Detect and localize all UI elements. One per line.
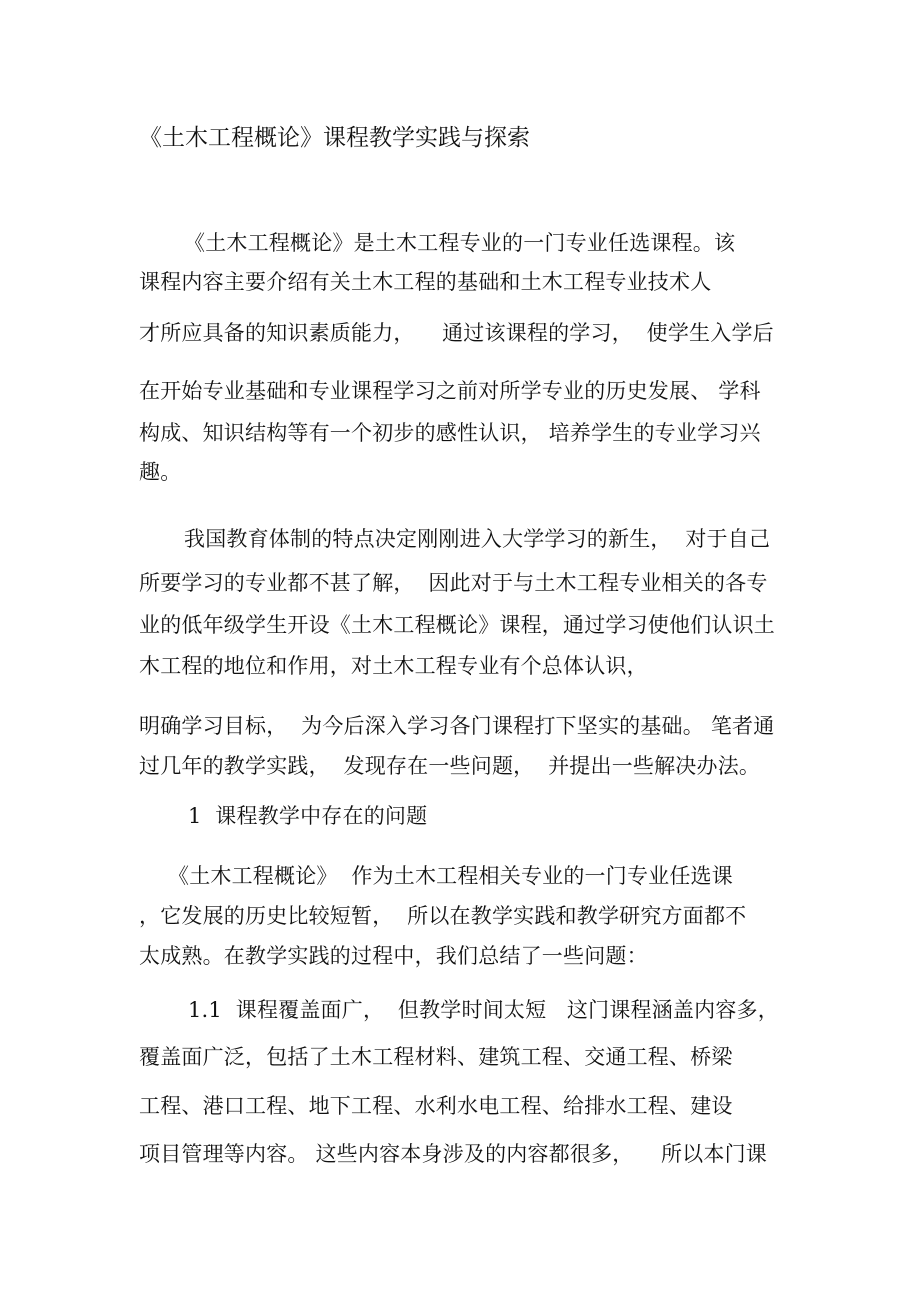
text-line: 在开始专业基础和专业课程学习之前对所学专业的历史发展、 学科 <box>139 379 761 403</box>
text-line: 《土木工程概论》是土木工程专业的一门专业任选课程。该 <box>184 231 736 255</box>
text-line: 木工程的地位和作用，对土木工程专业有个总体认识， <box>139 654 648 678</box>
text-line: 太成熟。在教学实践的过程中，我们总结了一些问题： <box>139 944 648 968</box>
text-line: 《土木工程概论》 作为土木工程相关专业的一门专业任选课 <box>168 864 733 888</box>
text-line: 覆盖面广泛，包括了土木工程材料、建筑工程、交通工程、桥梁 <box>139 1045 733 1069</box>
section-heading: 1 课程教学中存在的问题 <box>188 804 428 828</box>
page-title: 《土木工程概论》课程教学实践与探索 <box>139 125 530 151</box>
text-line: 业的低年级学生开设《土木工程概论》课程，通过学习使他们认识土 <box>139 613 775 637</box>
text-line: 项目管理等内容。 这些内容本身涉及的内容都很多， 所以本门课 <box>139 1142 767 1166</box>
text-line: 1.1 课程覆盖面广， 但教学时间太短 这门课程涵盖内容多， <box>188 998 779 1022</box>
text-line: 我国教育体制的特点决定刚刚进入大学学习的新生， 对于自己 <box>184 527 771 551</box>
text-line: 明确学习目标， 为今后深入学习各门课程打下坚实的基础。 笔者通 <box>139 714 775 738</box>
text-line: 才所应具备的知识素质能力， 通过该课程的学习， 使学生入学后 <box>139 321 774 345</box>
text-line: 课程内容主要介绍有关土木工程的基础和土木工程专业技术人 <box>139 270 712 294</box>
text-line: 构成、知识结构等有一个初步的感性认识， 培养学生的专业学习兴 <box>139 421 761 445</box>
text-line: 工程、港口工程、地下工程、水利水电工程、给排水工程、建设 <box>139 1094 733 1118</box>
text-line: 趣。 <box>139 460 182 484</box>
text-line: ，它发展的历史比较短暂， 所以在教学实践和教学研究方面都不 <box>139 904 747 928</box>
text-line: 所要学习的专业都不甚了解， 因此对于与土木工程专业相关的各专 <box>139 571 768 595</box>
text-line: 过几年的教学实践， 发现存在一些问题， 并提出一些解决办法。 <box>139 754 761 778</box>
